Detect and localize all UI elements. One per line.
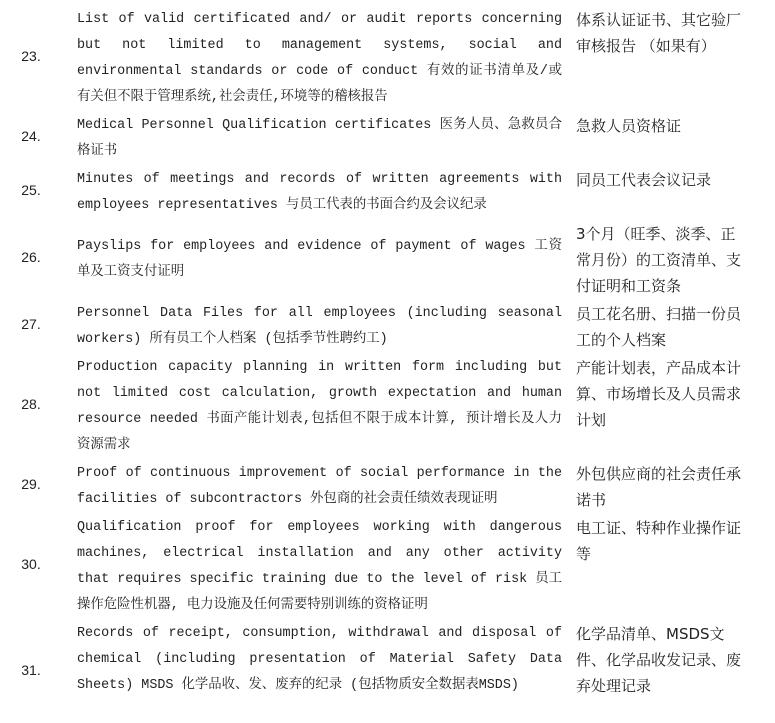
- row-description: Proof of continuous improvement of social performance in the facilities of subcontractors 外包商的社会责任绩效表现证明: [77, 466, 562, 507]
- row-number: 28.: [21, 396, 41, 412]
- row-description: Records of receipt, consumption, withdrawal and disposal of chemical (including presentation of Material Safety Data Sheets) MSDS 化学品收、发、废弃的纪录 (包括物质安全数据表MSDS): [77, 626, 562, 693]
- row-note: 员工花名册、扫描一份员工的个人档案: [576, 305, 742, 349]
- row-description: Medical Personnel Qualification certificates 医务人员、急救员合格证书: [77, 118, 562, 159]
- row-number: 25.: [21, 182, 41, 198]
- row-number: 30.: [21, 556, 41, 572]
- row-description: Qualification proof for employees working with dangerous machines, electrical installation and any other activity that requires specific training due to the level of risk 员工操作危险性机器, 电力设施及任何需要特别训练的资格证明: [77, 520, 562, 613]
- row-number: 26.: [21, 249, 41, 265]
- row-number: 29.: [21, 476, 41, 492]
- row-note: 3个月（旺季、淡季、正常月份）的工资清单、支付证明和工资条: [576, 225, 742, 295]
- row-note: 产能计划表，产品成本计算、市场增长及人员需求计划: [576, 359, 742, 429]
- row-note: 同员工代表会议记录: [576, 171, 712, 189]
- row-note: 化学品清单、MSDS文件、化学品收发记录、废弃处理记录: [576, 625, 742, 695]
- row-number: 24.: [21, 128, 41, 144]
- row-description: Minutes of meetings and records of written agreements with employees representatives 与员工代表的书面合约及会议纪录: [77, 172, 562, 213]
- row-number: 31.: [21, 662, 41, 678]
- row-description: Payslips for employees and evidence of payment of wages 工资单及工资支付证明: [77, 239, 562, 280]
- row-description: Production capacity planning in written form including but not limited cost calculation, growth expectation and human resource needed 书面产能计划表,包括但不限于成本计算, 预计增长及人力资源需求: [77, 360, 562, 453]
- row-note: 外包供应商的社会责任承诺书: [576, 465, 742, 509]
- row-note: 体系认证证书、其它验厂审核报告 （如果有）: [576, 11, 742, 55]
- row-note: 急救人员资格证: [576, 117, 682, 135]
- row-number: 23.: [21, 48, 41, 64]
- row-description: Personnel Data Files for all employees (including seasonal workers) 所有员工个人档案 (包括季节性聘约工): [77, 306, 562, 347]
- row-description: List of valid certificated and/ or audit reports concerning but not limited to management systems, social and environmental standards or code of conduct 有效的证书清单及/或有关但不限于管理系统,社会责任,环境等的稽核报告: [77, 12, 562, 105]
- row-note: 电工证、特种作业操作证等: [576, 519, 742, 563]
- row-number: 27.: [21, 316, 41, 332]
